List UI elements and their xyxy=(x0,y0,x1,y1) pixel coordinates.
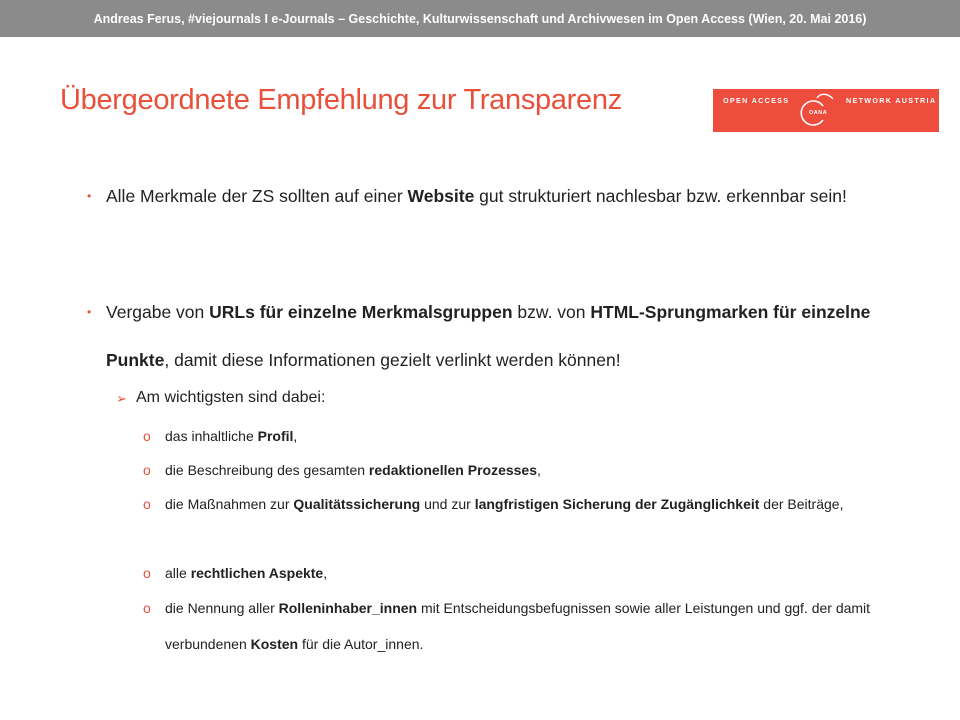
header-bar xyxy=(0,0,960,37)
list-item-recht: o alle rechtlichen Aspekte, xyxy=(165,555,905,591)
circle-bullet-icon: o xyxy=(143,565,151,581)
list-item-prozesses: o die Beschreibung des gesamten redaktionellen Prozesses, xyxy=(165,452,905,488)
circle-bullet-icon: o xyxy=(143,600,151,616)
circle-bullet-icon: o xyxy=(143,462,151,478)
circle-bullet-icon: o xyxy=(143,496,151,512)
bullet-dot-icon: • xyxy=(87,189,92,203)
list-item-profil: o das inhaltliche Profil, xyxy=(165,418,905,454)
logo-text-oana: OANA xyxy=(809,110,828,116)
list-item-rollen: o die Nennung aller Rolleninhaber_innen mit Entscheidungsbefugnissen sowie aller Leistungen und ggf. der damit verbundenen Kosten für die Autor_innen. xyxy=(165,590,905,662)
oana-logo xyxy=(713,89,939,132)
arrow-bullet-icon: ➢ xyxy=(116,391,127,406)
bullet-dot-icon: • xyxy=(87,305,92,319)
header-text: Andreas Ferus, #viejournals I e-Journals – Geschichte, Kulturwissenschaft und Archivwesen im Open Access (Wien, 20. Mai 2016) xyxy=(93,11,867,26)
logo-text-left: OPEN ACCESS xyxy=(723,96,790,105)
logo-text-right: NETWORK AUSTRIA xyxy=(846,96,937,105)
bullet-urls: • Vergabe von URLs für einzelne Merkmalsgruppen bzw. von HTML-Sprungmarken für einzelne Punkte, damit diese Informationen gezielt verlinkt werden können! xyxy=(106,288,906,384)
subheading: ➢ Am wichtigsten sind dabei: xyxy=(136,388,325,408)
bullet-website: • Alle Merkmale der ZS sollten auf einer Website gut strukturiert nachlesbar bzw. erkennbar sein! xyxy=(106,172,906,220)
list-item-qualitaet: o die Maßnahmen zur Qualitätssicherung und zur langfristigen Sicherung der Zugänglichkeit der Beiträge, xyxy=(165,486,905,522)
circle-bullet-icon: o xyxy=(143,428,151,444)
slide-title: Übergeordnete Empfehlung zur Transparenz xyxy=(60,84,622,116)
